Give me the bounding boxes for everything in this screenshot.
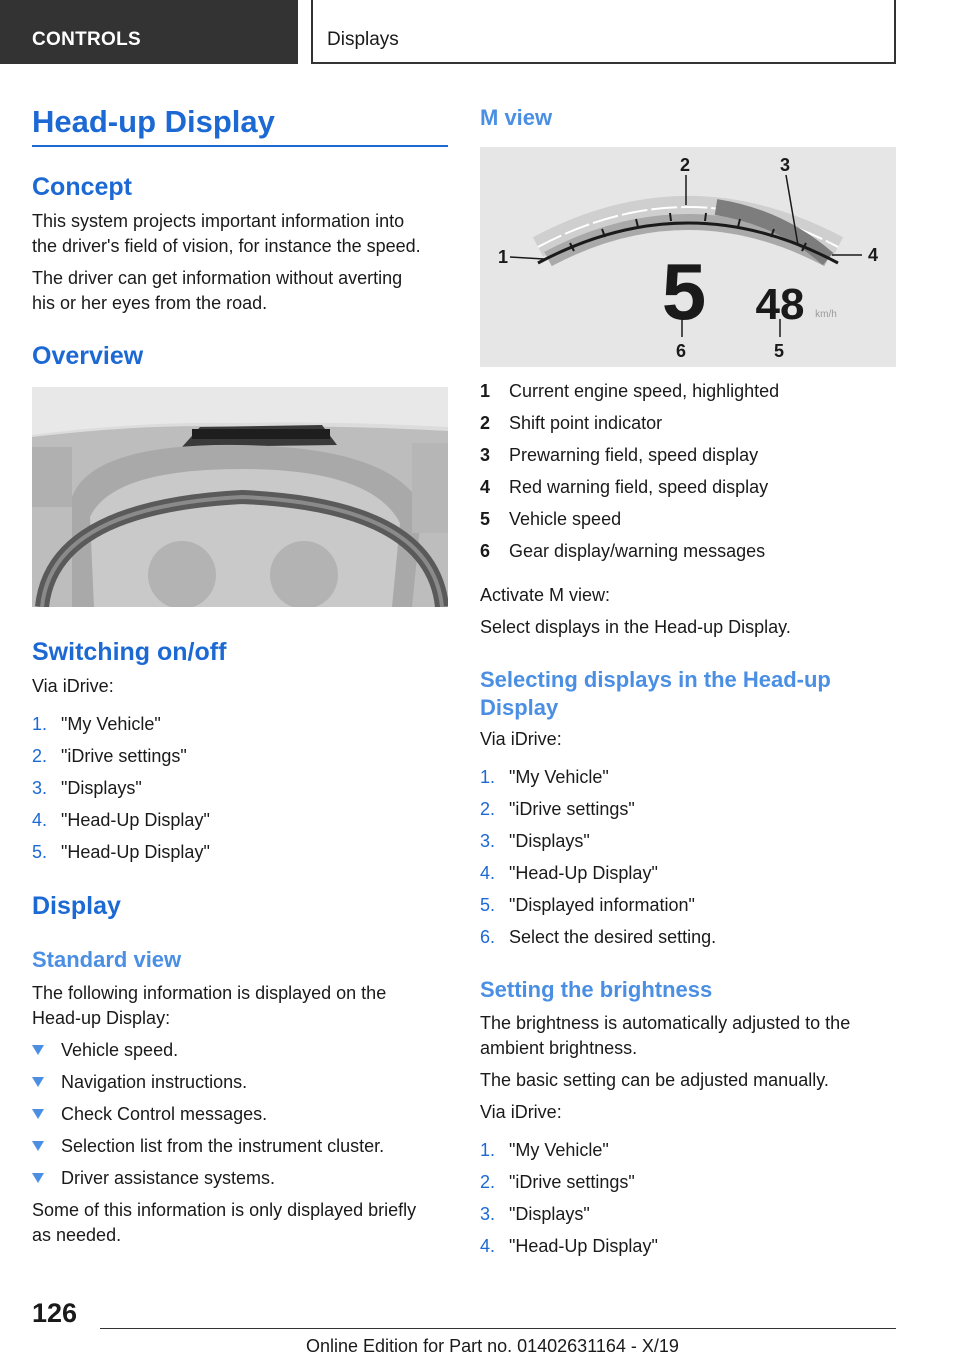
callout-2: 2 [680, 155, 691, 175]
list-item [32, 712, 448, 744]
legend-number: 4 [480, 477, 491, 497]
concept-paragraph-2 [32, 266, 402, 316]
callout-5: 5 [774, 341, 785, 361]
bullet-text: Navigation instructions. [61, 1072, 248, 1092]
callout-3: 3 [780, 155, 791, 175]
step-number: 4. [480, 1236, 496, 1256]
step-text: "Displayed information" [509, 895, 695, 915]
legend-text: Prewarning field, speed display [509, 445, 759, 465]
overview-heading: Overview [32, 342, 144, 370]
text-line: the driver's field of vision, for instance the speed. [32, 236, 421, 256]
bullet-triangle-icon [32, 1077, 44, 1087]
callout-4: 4 [868, 245, 879, 265]
page-number: 126 [32, 1298, 78, 1328]
text-line: ambient brightness. [480, 1038, 638, 1058]
bullet-text: Vehicle speed. [61, 1040, 179, 1060]
list-item [32, 1102, 448, 1134]
m-view-gear-digit: 5 [661, 247, 707, 336]
step-text: "iDrive settings" [61, 746, 187, 766]
title-rule [32, 145, 448, 147]
standard-view-list [32, 1038, 448, 1198]
step-number: 1. [32, 714, 48, 734]
brightness-steps-list [480, 1138, 896, 1266]
list-item [480, 861, 896, 893]
legend-item [480, 539, 896, 571]
standard-view-paragraph [32, 981, 386, 1031]
legend-text: Current engine speed, highlighted [509, 381, 780, 401]
page-title: Head-up Display [32, 104, 275, 139]
bullet-text: Driver assistance systems. [61, 1168, 276, 1188]
bullet-triangle-icon [32, 1045, 44, 1055]
list-item [32, 1166, 448, 1198]
brief-paragraph [32, 1198, 416, 1248]
step-text: "Displays" [509, 831, 590, 851]
legend-number: 2 [480, 413, 491, 433]
m-view-legend [480, 379, 896, 571]
list-item [480, 925, 896, 957]
step-number: 3. [480, 1204, 496, 1224]
step-number: 6. [480, 927, 496, 947]
legend-number: 3 [480, 445, 491, 465]
step-text: "Displays" [61, 778, 142, 798]
bullet-triangle-icon [32, 1109, 44, 1119]
dashboard-illustration [32, 387, 448, 607]
step-text: "My Vehicle" [509, 767, 609, 787]
text-line: The following information is displayed on the [32, 983, 387, 1003]
legend-number: 5 [480, 509, 491, 529]
legend-item [480, 443, 896, 475]
step-number: 5. [480, 895, 496, 915]
step-text: "Head-Up Display" [509, 1236, 658, 1256]
brightness-intro: Via iDrive: [480, 1102, 562, 1122]
legend-number: 6 [480, 541, 491, 561]
list-item [480, 829, 896, 861]
step-number: 2. [32, 746, 48, 766]
legend-item [480, 379, 896, 411]
legend-item [480, 475, 896, 507]
m-view-illustration [480, 147, 896, 367]
list-item [480, 1170, 896, 1202]
bullet-triangle-icon [32, 1173, 44, 1183]
activate-line-1: Activate M view: [480, 585, 611, 605]
list-item [480, 1138, 896, 1170]
step-number: 5. [32, 842, 48, 862]
switching-steps-list [32, 712, 448, 872]
selecting-displays-heading [480, 666, 831, 722]
step-text: "iDrive settings" [509, 1172, 635, 1192]
legend-text: Vehicle speed [509, 509, 622, 529]
legend-item [480, 507, 896, 539]
text-line: The brightness is automatically adjusted to the [480, 1013, 851, 1033]
text-line: This system projects important information into [32, 211, 405, 231]
callout-6: 6 [676, 341, 687, 361]
step-number: 3. [480, 831, 496, 851]
step-number: 1. [480, 767, 496, 787]
m-view-heading: M view [480, 105, 553, 130]
text-line: Head-up Display: [32, 1008, 171, 1028]
step-number: 3. [32, 778, 48, 798]
selecting-intro: Via iDrive: [480, 729, 562, 749]
heading-line: Display [480, 695, 559, 720]
step-text: "My Vehicle" [61, 714, 161, 734]
brightness-paragraph-2: The basic setting can be adjusted manually. [480, 1070, 829, 1090]
step-text: "Displays" [509, 1204, 590, 1224]
bullet-text: Selection list from the instrument cluster. [61, 1136, 385, 1156]
list-item [32, 1134, 448, 1166]
header-section-tab [0, 0, 298, 64]
overview-dashboard-figure [32, 387, 448, 607]
standard-view-heading: Standard view [32, 947, 182, 972]
bullet-triangle-icon [32, 1141, 44, 1151]
display-heading: Display [32, 892, 121, 920]
text-line: The driver can get information without averting [32, 268, 403, 288]
list-item [32, 1038, 448, 1070]
concept-heading: Concept [32, 173, 132, 201]
header-chapter-tab [311, 0, 896, 64]
switching-heading: Switching on/off [32, 638, 227, 666]
switching-intro: Via iDrive: [32, 676, 114, 696]
text-line: his or her eyes from the road. [32, 293, 268, 313]
header-section-label: CONTROLS [32, 29, 142, 50]
m-view-speed-unit: km/h [815, 309, 837, 320]
legend-item [480, 411, 896, 443]
step-text: "Head-Up Display" [509, 863, 658, 883]
list-item [32, 744, 448, 776]
text-line: as needed. [32, 1225, 122, 1245]
footer-rule [100, 1328, 896, 1329]
legend-text: Shift point indicator [509, 413, 663, 433]
step-number: 2. [480, 1172, 496, 1192]
brightness-paragraph-1 [480, 1011, 850, 1061]
legend-text: Red warning field, speed display [509, 477, 769, 497]
list-item [480, 1202, 896, 1234]
step-number: 4. [480, 863, 496, 883]
list-item [32, 776, 448, 808]
bullet-text: Check Control messages. [61, 1104, 268, 1124]
step-number: 1. [480, 1140, 496, 1160]
list-item [32, 1070, 448, 1102]
callout-1: 1 [498, 247, 509, 267]
brightness-heading: Setting the brightness [480, 977, 713, 1002]
concept-paragraph-1 [32, 209, 421, 259]
list-item [480, 893, 896, 925]
step-text: "Head-Up Display" [61, 810, 210, 830]
selecting-steps-list [480, 765, 896, 957]
heading-line: Selecting displays in the Head-up [480, 667, 831, 692]
text-line: Some of this information is only displayed briefly [32, 1200, 417, 1220]
step-number: 4. [32, 810, 48, 830]
list-item [480, 765, 896, 797]
m-view-speed-value: 48 [755, 280, 805, 329]
list-item [480, 797, 896, 829]
step-text: "iDrive settings" [509, 799, 635, 819]
footer-edition-text: Online Edition for Part no. 01402631164 - X/19 [306, 1336, 679, 1356]
m-view-figure [480, 147, 896, 367]
step-text: "Head-Up Display" [61, 842, 210, 862]
list-item [480, 1234, 896, 1266]
list-item [32, 840, 448, 872]
step-number: 2. [480, 799, 496, 819]
activate-line-2: Select displays in the Head-up Display. [480, 617, 791, 637]
legend-number: 1 [480, 381, 491, 401]
step-text: "My Vehicle" [509, 1140, 609, 1160]
step-text: Select the desired setting. [509, 927, 717, 947]
header-chapter-label: Displays [327, 29, 399, 50]
legend-text: Gear display/warning messages [509, 541, 766, 561]
list-item [32, 808, 448, 840]
